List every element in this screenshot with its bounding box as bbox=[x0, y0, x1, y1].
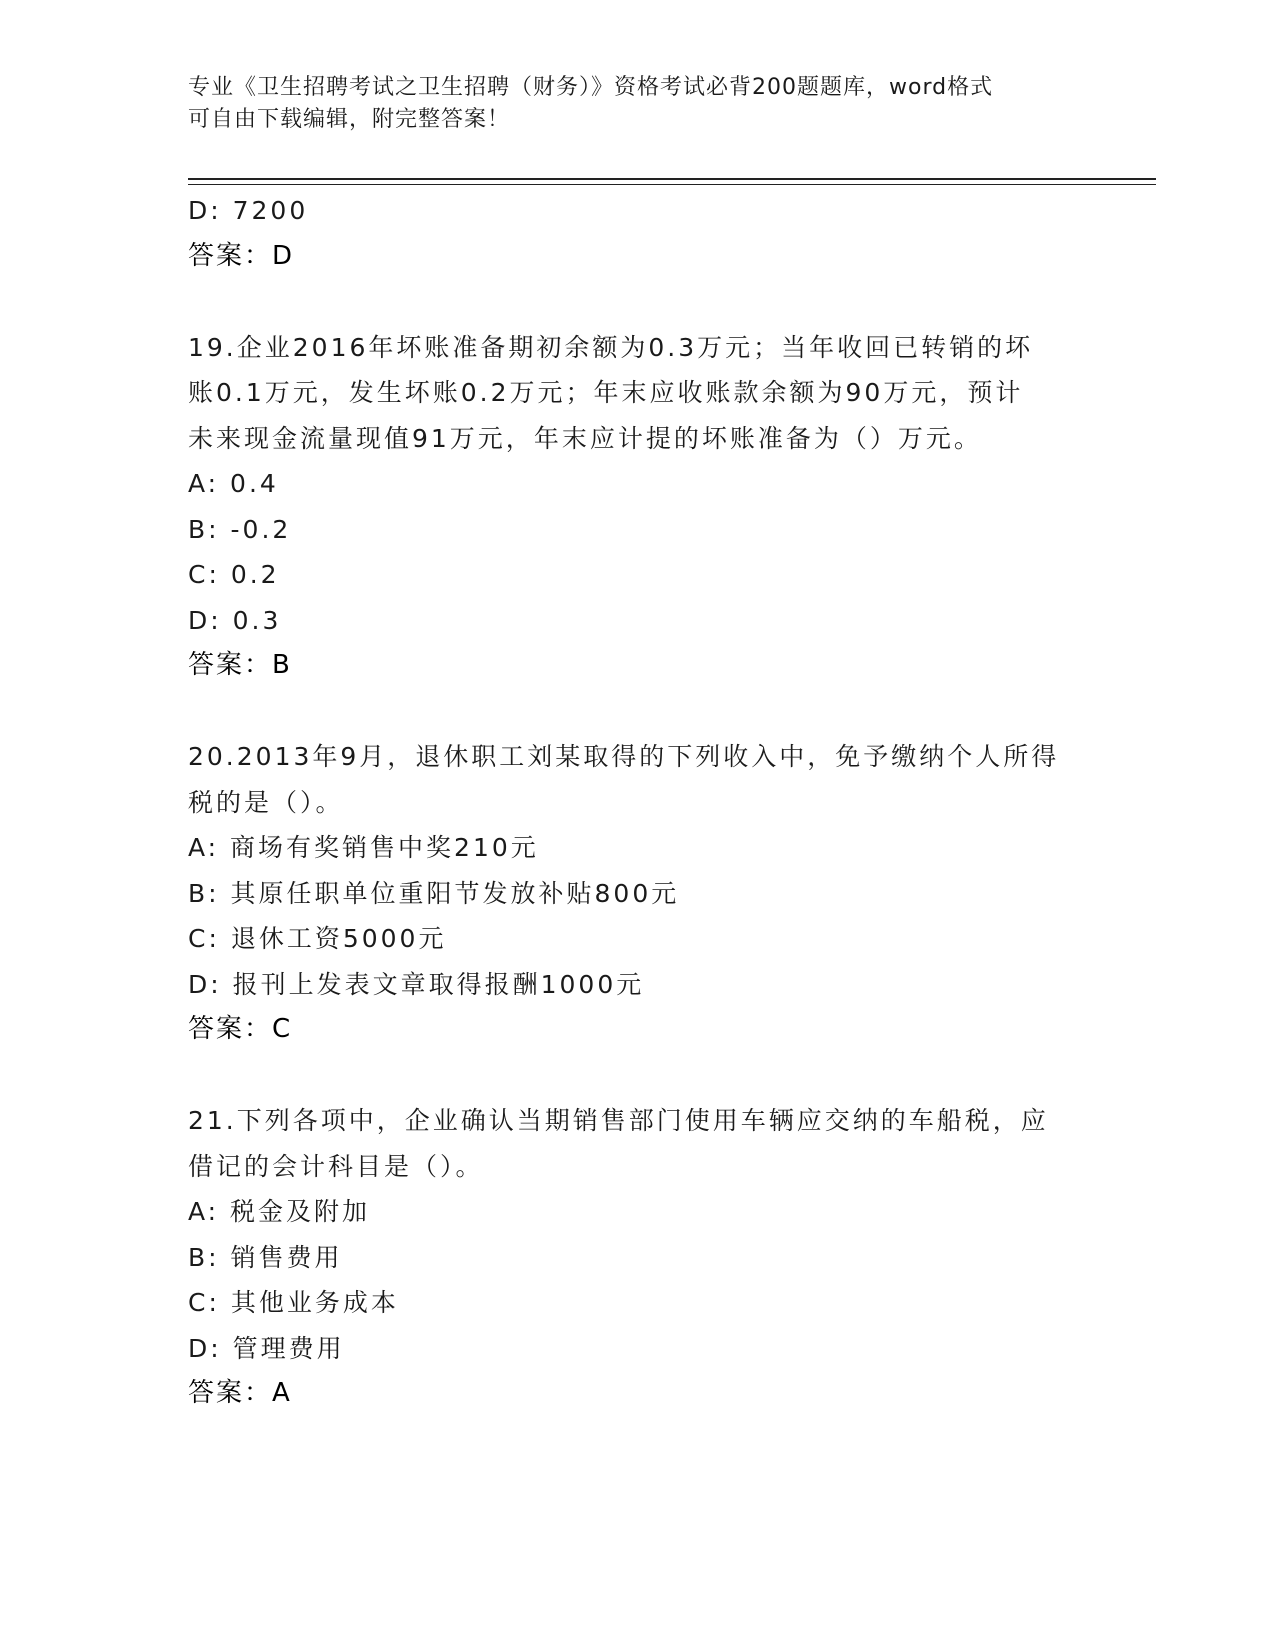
option-c: C: 其他业务成本 bbox=[188, 1288, 399, 1317]
spacer bbox=[188, 689, 1088, 735]
header-line-2: 可自由下载编辑，附完整答案！ bbox=[188, 107, 511, 132]
spacer bbox=[188, 1053, 1088, 1099]
question-text-line: 税的是（）。 bbox=[188, 787, 344, 817]
option-b: B: 销售费用 bbox=[188, 1242, 343, 1272]
question-text-line: 未来现金流量现值91万元，年末应计提的坏账准备为（）万元。 bbox=[188, 423, 982, 453]
header-line-1: 专业《卫生招聘考试之卫生招聘（财务）》资格考试必背200题题库，word格式 bbox=[188, 75, 994, 100]
option-d: D: 0.3 bbox=[188, 605, 282, 635]
option-c: C: 0.2 bbox=[188, 560, 280, 589]
question-text-line: 19.企业2016年坏账准备期初余额为0.3万元；当年收回已转销的坏 bbox=[188, 332, 1034, 362]
question-text-line: 借记的会计科目是（）。 bbox=[188, 1151, 484, 1181]
option-c: C: 退休工资5000元 bbox=[188, 924, 447, 953]
document-body bbox=[188, 188, 1088, 1417]
question-text-line: 20.2013年9月，退休职工刘某取得的下列收入中，免予缴纳个人所得 bbox=[188, 742, 1060, 771]
option-d: D: 管理费用 bbox=[188, 1333, 345, 1363]
prev-answer: 答案：D bbox=[188, 240, 295, 271]
question-text-line: 账0.1万元，发生坏账0.2万元；年末应收账款余额为90万元，预计 bbox=[188, 378, 1024, 407]
question-text-line: 21.下列各项中，企业确认当期销售部门使用车辆应交纳的车船税，应 bbox=[188, 1106, 1049, 1135]
option-a: A: 税金及附加 bbox=[188, 1197, 371, 1226]
answer: 答案：B bbox=[188, 650, 292, 680]
option-a: A: 商场有奖销售中奖210元 bbox=[188, 833, 539, 862]
question-20 bbox=[188, 734, 1088, 1053]
page-header bbox=[188, 72, 1088, 136]
header-divider bbox=[188, 178, 1156, 180]
option-b: B: -0.2 bbox=[188, 514, 292, 544]
answer: 答案：A bbox=[188, 1378, 292, 1408]
question-21 bbox=[188, 1098, 1088, 1417]
option-b: B: 其原任职单位重阳节发放补贴800元 bbox=[188, 878, 680, 908]
prev-option-d: D: 7200 bbox=[188, 196, 309, 225]
spacer bbox=[188, 279, 1088, 325]
header-divider-thin bbox=[188, 184, 1156, 185]
answer: 答案：C bbox=[188, 1014, 293, 1044]
option-a: A: 0.4 bbox=[188, 469, 279, 498]
question-19 bbox=[188, 325, 1088, 689]
option-d: D: 报刊上发表文章取得报酬1000元 bbox=[188, 969, 645, 999]
